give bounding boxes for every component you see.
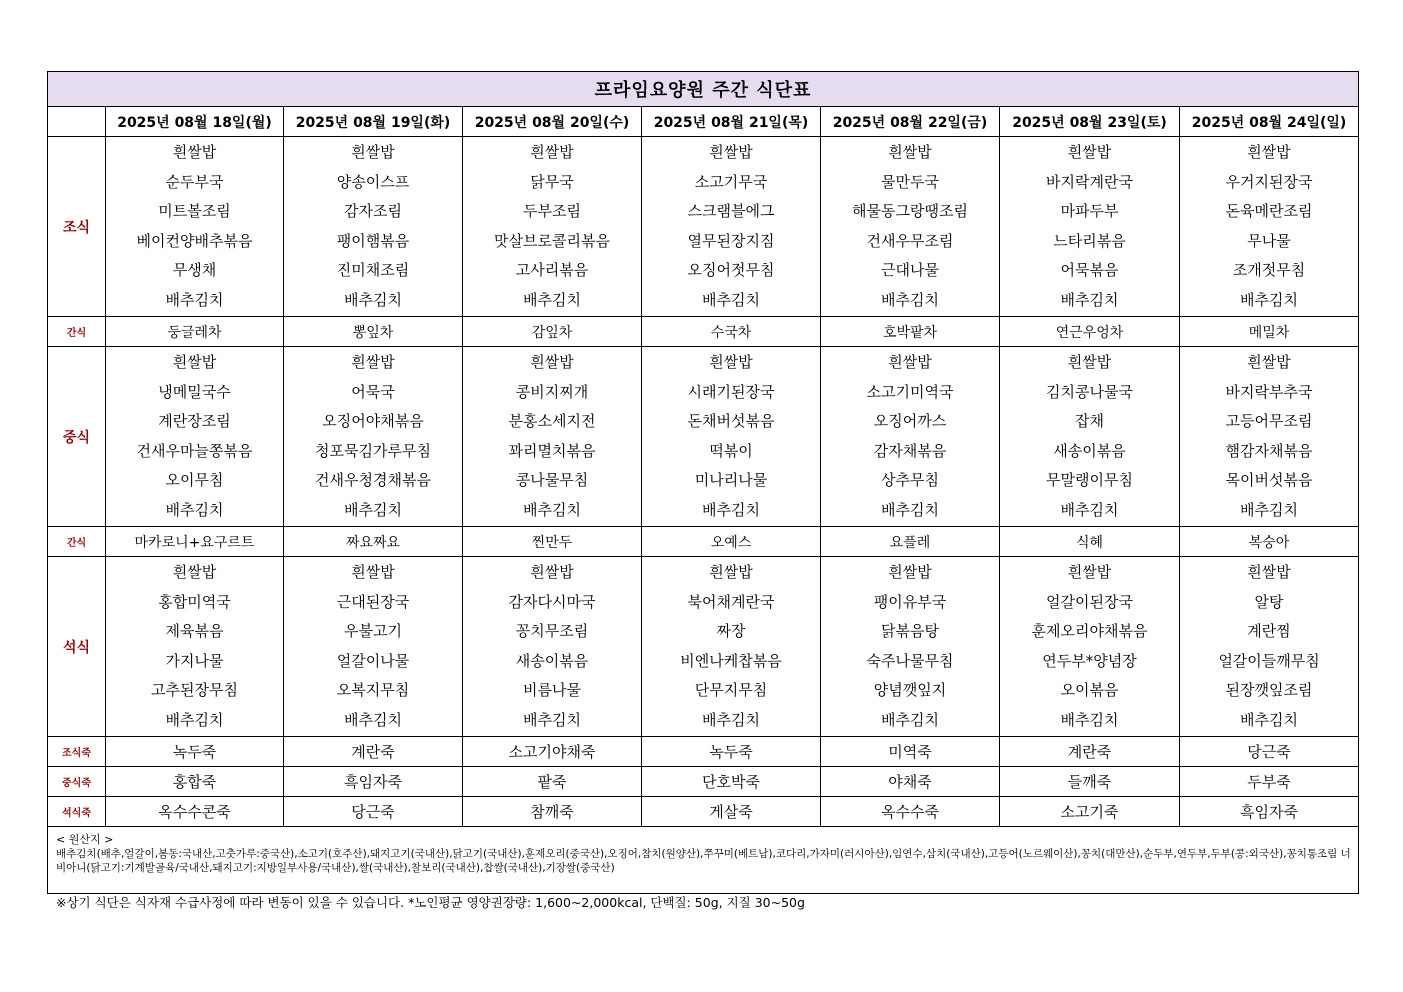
lunch-item: 흰쌀밥 bbox=[172, 353, 217, 371]
dinner-cell bbox=[821, 557, 1000, 737]
row-label-snack2: 간식 bbox=[48, 527, 106, 557]
snack1-cell: 메밀차 bbox=[1180, 317, 1359, 347]
porridge-lunch-cell: 들깨죽 bbox=[1000, 767, 1180, 797]
breakfast-item: 흰쌀밥 bbox=[1247, 143, 1291, 161]
porridge-lunch-cell: 흑임자죽 bbox=[284, 767, 463, 797]
porridge-lunch-cell: 단호박죽 bbox=[642, 767, 821, 797]
breakfast-item: 미트볼조림 bbox=[158, 202, 231, 220]
dinner-item: 배추김치 bbox=[344, 710, 402, 729]
porridge-lunch-cell: 홍합죽 bbox=[106, 767, 284, 797]
snack2-cell: 요플레 bbox=[821, 527, 1000, 557]
lunch-cell bbox=[642, 347, 821, 527]
porridge-breakfast-cell: 미역죽 bbox=[821, 737, 1000, 767]
snack2-cell: 복숭아 bbox=[1180, 527, 1359, 557]
lunch-item: 잡채 bbox=[1075, 412, 1104, 430]
breakfast-item: 베이컨양배추볶음 bbox=[136, 231, 253, 250]
origin-title: < 원산지 > bbox=[56, 833, 114, 846]
dinner-item: 흰쌀밥 bbox=[351, 563, 395, 581]
dinner-item: 배추김치 bbox=[702, 710, 760, 729]
dinner-item: 얼갈이들깨무침 bbox=[1218, 651, 1320, 670]
menu-sheet bbox=[47, 71, 1358, 894]
breakfast-item: 스크램블에그 bbox=[687, 202, 775, 220]
breakfast-item: 흰쌀밥 bbox=[351, 143, 395, 161]
dinner-item: 짜장 bbox=[716, 622, 746, 640]
lunch-item: 배추김치 bbox=[165, 500, 224, 519]
dinner-item: 흰쌀밥 bbox=[530, 563, 574, 581]
breakfast-item: 두부조림 bbox=[523, 202, 581, 220]
lunch-item: 바지락부추국 bbox=[1225, 382, 1313, 401]
dinner-item: 배추김치 bbox=[1240, 710, 1299, 729]
porridge-breakfast-cell: 소고기야채죽 bbox=[463, 737, 642, 767]
dinner-item: 배추김치 bbox=[165, 710, 224, 729]
lunch-cell bbox=[821, 347, 1000, 527]
dinner-item: 흰쌀밥 bbox=[172, 563, 217, 581]
porridge-dinner-cell: 소고기죽 bbox=[1000, 797, 1180, 827]
dinner-item: 비름나물 bbox=[523, 681, 581, 699]
lunch-cell bbox=[284, 347, 463, 527]
breakfast-item: 팽이햄볶음 bbox=[336, 231, 410, 250]
dinner-item: 비엔나케찹볶음 bbox=[680, 651, 782, 670]
row-label-porridge-dinner: 석식죽 bbox=[48, 797, 106, 827]
lunch-item: 배추김치 bbox=[523, 500, 581, 519]
breakfast-item: 흰쌀밥 bbox=[1067, 143, 1112, 161]
breakfast-item: 건새우무조림 bbox=[866, 231, 954, 250]
lunch-item: 감자채볶음 bbox=[873, 441, 947, 460]
porridge-dinner-cell: 옥수수죽 bbox=[821, 797, 1000, 827]
porridge-dinner-cell: 게살죽 bbox=[642, 797, 821, 827]
lunch-item: 흰쌀밥 bbox=[709, 353, 753, 371]
date-header: 2025년 08월 20일(수) bbox=[463, 107, 642, 137]
dinner-item: 팽이유부국 bbox=[873, 592, 947, 611]
dinner-cell bbox=[1000, 557, 1180, 737]
breakfast-cell bbox=[642, 137, 821, 317]
dinner-cell bbox=[106, 557, 284, 737]
snack1-cell: 뽕잎차 bbox=[284, 317, 463, 347]
row-label-porridge-breakfast: 조식죽 bbox=[48, 737, 106, 767]
lunch-item: 배추김치 bbox=[702, 500, 760, 519]
porridge-breakfast-cell: 녹두죽 bbox=[642, 737, 821, 767]
dinner-item: 된장깻잎조림 bbox=[1225, 681, 1313, 699]
dinner-item: 얼갈이나물 bbox=[336, 651, 410, 670]
dinner-cell bbox=[284, 557, 463, 737]
dinner-item: 근대된장국 bbox=[336, 592, 410, 611]
date-header: 2025년 08월 21일(목) bbox=[642, 107, 821, 137]
lunch-item: 흰쌀밥 bbox=[888, 353, 932, 371]
lunch-item: 어묵국 bbox=[351, 382, 395, 401]
breakfast-item: 바지락계란국 bbox=[1046, 172, 1133, 191]
lunch-item: 떡볶이 bbox=[709, 441, 753, 460]
dinner-item: 배추김치 bbox=[1060, 710, 1119, 729]
dinner-item: 우불고기 bbox=[344, 622, 402, 640]
dinner-item: 오이볶음 bbox=[1060, 681, 1119, 699]
breakfast-item: 조개젓무침 bbox=[1232, 261, 1306, 279]
dinner-item: 흰쌀밥 bbox=[1247, 563, 1291, 581]
breakfast-item: 소고기무국 bbox=[694, 172, 768, 191]
dinner-item: 배추김치 bbox=[523, 710, 581, 729]
dinner-cell bbox=[642, 557, 821, 737]
porridge-dinner-cell: 옥수수콘죽 bbox=[106, 797, 284, 827]
weekly-menu-table bbox=[47, 71, 1359, 894]
dinner-item: 알탕 bbox=[1254, 592, 1284, 611]
breakfast-item: 양송이스프 bbox=[336, 172, 410, 191]
snack2-cell: 마카로니+요구르트 bbox=[106, 527, 284, 557]
snack1-cell: 감잎차 bbox=[463, 317, 642, 347]
breakfast-cell bbox=[284, 137, 463, 317]
porridge-breakfast-cell: 계란죽 bbox=[284, 737, 463, 767]
snack1-cell: 둥글레차 bbox=[106, 317, 284, 347]
breakfast-item: 흰쌀밥 bbox=[709, 143, 753, 161]
porridge-breakfast-cell: 당근죽 bbox=[1180, 737, 1359, 767]
dinner-item: 고추된장무침 bbox=[151, 681, 238, 699]
breakfast-item: 고사리볶음 bbox=[515, 261, 589, 279]
lunch-item: 목이버섯볶음 bbox=[1225, 471, 1313, 489]
breakfast-item: 순두부국 bbox=[165, 172, 224, 191]
lunch-item: 고등어무조림 bbox=[1225, 412, 1313, 430]
breakfast-item: 무나물 bbox=[1247, 231, 1291, 250]
dinner-item: 계란찜 bbox=[1247, 622, 1291, 640]
breakfast-item: 해물동그랑땡조림 bbox=[852, 202, 968, 220]
breakfast-item: 돈육메란조림 bbox=[1225, 202, 1313, 220]
date-header: 2025년 08월 24일(일) bbox=[1180, 107, 1359, 137]
snack2-cell: 오예스 bbox=[642, 527, 821, 557]
breakfast-item: 배추김치 bbox=[523, 290, 581, 309]
lunch-item: 미나리나물 bbox=[694, 471, 768, 489]
lunch-item: 무말랭이무침 bbox=[1046, 471, 1133, 489]
breakfast-item: 배추김치 bbox=[344, 290, 402, 309]
dinner-item: 감자다시마국 bbox=[508, 592, 596, 611]
date-header: 2025년 08월 19일(화) bbox=[284, 107, 463, 137]
origin-text: 배추김치(배추,얼갈이,봄동:국내산,고춧가루:중국산),소고기(호주산),돼지고기(국내산),닭고기(국내산),훈제오리(중국산),오징어,참치(원양산),쭈꾸미(베트남),코다리,가자미(러시아산),임연수,삼치(국내산),고등어(노르웨이산),꽁치(대만산),순두부,연두부,두부(콩:외국산),꽁치통조림 너비아니(닭고기:기계발골육/국내산,돼지고기:지방일부사용/국내산),쌀(국내산),찰보리(국내산),찹쌀(국내산),기장쌀(중국산) bbox=[56, 848, 1351, 874]
dinner-item: 흰쌀밥 bbox=[1067, 563, 1112, 581]
breakfast-cell bbox=[1000, 137, 1180, 317]
lunch-item: 오징어야채볶음 bbox=[322, 412, 424, 430]
breakfast-item: 배추김치 bbox=[881, 290, 939, 309]
lunch-item: 냉메밀국수 bbox=[158, 382, 231, 401]
lunch-item: 배추김치 bbox=[1240, 500, 1299, 519]
row-label-lunch: 중식 bbox=[48, 347, 106, 527]
porridge-lunch-cell: 팥죽 bbox=[463, 767, 642, 797]
dinner-item: 닭볶음탕 bbox=[881, 622, 939, 640]
breakfast-item: 맛살브로콜리볶음 bbox=[494, 231, 610, 250]
breakfast-cell bbox=[821, 137, 1000, 317]
lunch-item: 건새우청경채볶음 bbox=[315, 471, 431, 489]
date-header: 2025년 08월 18일(월) bbox=[106, 107, 284, 137]
lunch-item: 새송이볶음 bbox=[1053, 441, 1126, 460]
dinner-item: 오복지무침 bbox=[336, 681, 410, 699]
lunch-item: 꽈리멸치볶음 bbox=[508, 441, 596, 460]
dinner-item: 얼갈이된장국 bbox=[1046, 592, 1133, 611]
lunch-item: 흰쌀밥 bbox=[1247, 353, 1291, 371]
snack1-cell: 연근우엉차 bbox=[1000, 317, 1180, 347]
breakfast-item: 무생채 bbox=[172, 261, 217, 279]
row-label-breakfast: 조식 bbox=[48, 137, 106, 317]
dinner-item: 가지나물 bbox=[165, 651, 224, 670]
breakfast-item: 닭무국 bbox=[530, 172, 574, 191]
lunch-item: 오징어까스 bbox=[873, 412, 947, 430]
dinner-item: 숙주나물무침 bbox=[866, 651, 954, 670]
lunch-item: 돈채버섯볶음 bbox=[687, 412, 775, 430]
dinner-item: 연두부*양념장 bbox=[1042, 651, 1137, 670]
lunch-item: 김치콩나물국 bbox=[1046, 382, 1133, 401]
breakfast-item: 근대나물 bbox=[881, 261, 939, 279]
breakfast-cell bbox=[106, 137, 284, 317]
breakfast-item: 배추김치 bbox=[1060, 290, 1119, 309]
dinner-item: 새송이볶음 bbox=[515, 651, 589, 670]
date-header: 2025년 08월 22일(금) bbox=[821, 107, 1000, 137]
snack1-cell: 호박팥차 bbox=[821, 317, 1000, 347]
porridge-lunch-cell: 야채죽 bbox=[821, 767, 1000, 797]
dinner-item: 흰쌀밥 bbox=[709, 563, 753, 581]
snack1-cell: 수국차 bbox=[642, 317, 821, 347]
lunch-item: 배추김치 bbox=[881, 500, 939, 519]
lunch-item: 오이무침 bbox=[165, 471, 224, 489]
dinner-cell bbox=[463, 557, 642, 737]
breakfast-item: 마파두부 bbox=[1060, 202, 1119, 220]
breakfast-item: 우거지된장국 bbox=[1225, 172, 1313, 191]
lunch-item: 흰쌀밥 bbox=[530, 353, 574, 371]
dinner-item: 제육볶음 bbox=[165, 622, 224, 640]
dinner-item: 배추김치 bbox=[881, 710, 939, 729]
breakfast-item: 느타리볶음 bbox=[1053, 231, 1126, 250]
date-header: 2025년 08월 23일(토) bbox=[1000, 107, 1180, 137]
porridge-dinner-cell: 당근죽 bbox=[284, 797, 463, 827]
snack2-cell: 짜요짜요 bbox=[284, 527, 463, 557]
lunch-item: 흰쌀밥 bbox=[351, 353, 395, 371]
breakfast-item: 오징어젓무침 bbox=[687, 261, 775, 279]
breakfast-item: 흰쌀밥 bbox=[888, 143, 932, 161]
lunch-cell bbox=[106, 347, 284, 527]
lunch-item: 청포묵김가루무침 bbox=[315, 441, 431, 460]
snack2-cell: 찐만두 bbox=[463, 527, 642, 557]
breakfast-item: 배추김치 bbox=[702, 290, 760, 309]
dinner-item: 꽁치무조림 bbox=[515, 622, 589, 640]
lunch-item: 건새우마늘쫑볶음 bbox=[136, 441, 253, 460]
porridge-dinner-cell: 참깨죽 bbox=[463, 797, 642, 827]
lunch-cell bbox=[463, 347, 642, 527]
lunch-item: 배추김치 bbox=[1060, 500, 1119, 519]
lunch-item: 계란장조림 bbox=[158, 412, 231, 430]
porridge-breakfast-cell: 녹두죽 bbox=[106, 737, 284, 767]
lunch-item: 햄감자채볶음 bbox=[1225, 441, 1313, 460]
lunch-item: 시래기된장국 bbox=[687, 382, 775, 401]
breakfast-item: 물만두국 bbox=[881, 172, 939, 191]
footnote: ※상기 식단은 식자재 수급사정에 따라 변동이 있을 수 있습니다. *노인평균 영양권장량: 1,600~2,000kcal, 단백질: 50g, 지질 30~50g bbox=[56, 895, 805, 910]
dinner-item: 양념깻잎지 bbox=[873, 681, 947, 699]
page-title: 프라임요양원 주간 식단표 bbox=[48, 72, 1359, 107]
lunch-cell bbox=[1180, 347, 1359, 527]
lunch-cell bbox=[1000, 347, 1180, 527]
breakfast-item: 어묵볶음 bbox=[1060, 261, 1119, 279]
lunch-item: 콩비지찌개 bbox=[515, 382, 589, 401]
row-label-porridge-lunch: 중식죽 bbox=[48, 767, 106, 797]
dinner-item: 북어채계란국 bbox=[687, 592, 775, 611]
breakfast-item: 배추김치 bbox=[1240, 290, 1299, 309]
breakfast-item: 감자조림 bbox=[344, 202, 402, 220]
dinner-item: 흰쌀밥 bbox=[888, 563, 932, 581]
dinner-item: 단무지무침 bbox=[694, 681, 768, 699]
breakfast-item: 열무된장지짐 bbox=[687, 231, 775, 250]
porridge-breakfast-cell: 계란죽 bbox=[1000, 737, 1180, 767]
row-label-dinner: 석식 bbox=[48, 557, 106, 737]
porridge-lunch-cell: 두부죽 bbox=[1180, 767, 1359, 797]
lunch-item: 배추김치 bbox=[344, 500, 402, 519]
breakfast-item: 흰쌀밥 bbox=[172, 143, 217, 161]
breakfast-item: 배추김치 bbox=[165, 290, 224, 309]
breakfast-cell bbox=[463, 137, 642, 317]
breakfast-item: 흰쌀밥 bbox=[530, 143, 574, 161]
dinner-cell bbox=[1180, 557, 1359, 737]
dinner-item: 훈제오리야채볶음 bbox=[1031, 622, 1148, 640]
lunch-item: 분홍소세지전 bbox=[508, 412, 596, 430]
breakfast-item: 진미채조림 bbox=[336, 261, 410, 279]
lunch-item: 흰쌀밥 bbox=[1067, 353, 1112, 371]
row-label-snack1: 간식 bbox=[48, 317, 106, 347]
lunch-item: 소고기미역국 bbox=[866, 382, 954, 401]
lunch-item: 상추무침 bbox=[881, 471, 939, 489]
breakfast-cell bbox=[1180, 137, 1359, 317]
snack2-cell: 식혜 bbox=[1000, 527, 1180, 557]
lunch-item: 콩나물무침 bbox=[515, 471, 589, 489]
porridge-dinner-cell: 흑임자죽 bbox=[1180, 797, 1359, 827]
dinner-item: 홍합미역국 bbox=[158, 592, 231, 611]
origin-notice bbox=[48, 827, 1359, 894]
corner-cell bbox=[48, 107, 106, 137]
